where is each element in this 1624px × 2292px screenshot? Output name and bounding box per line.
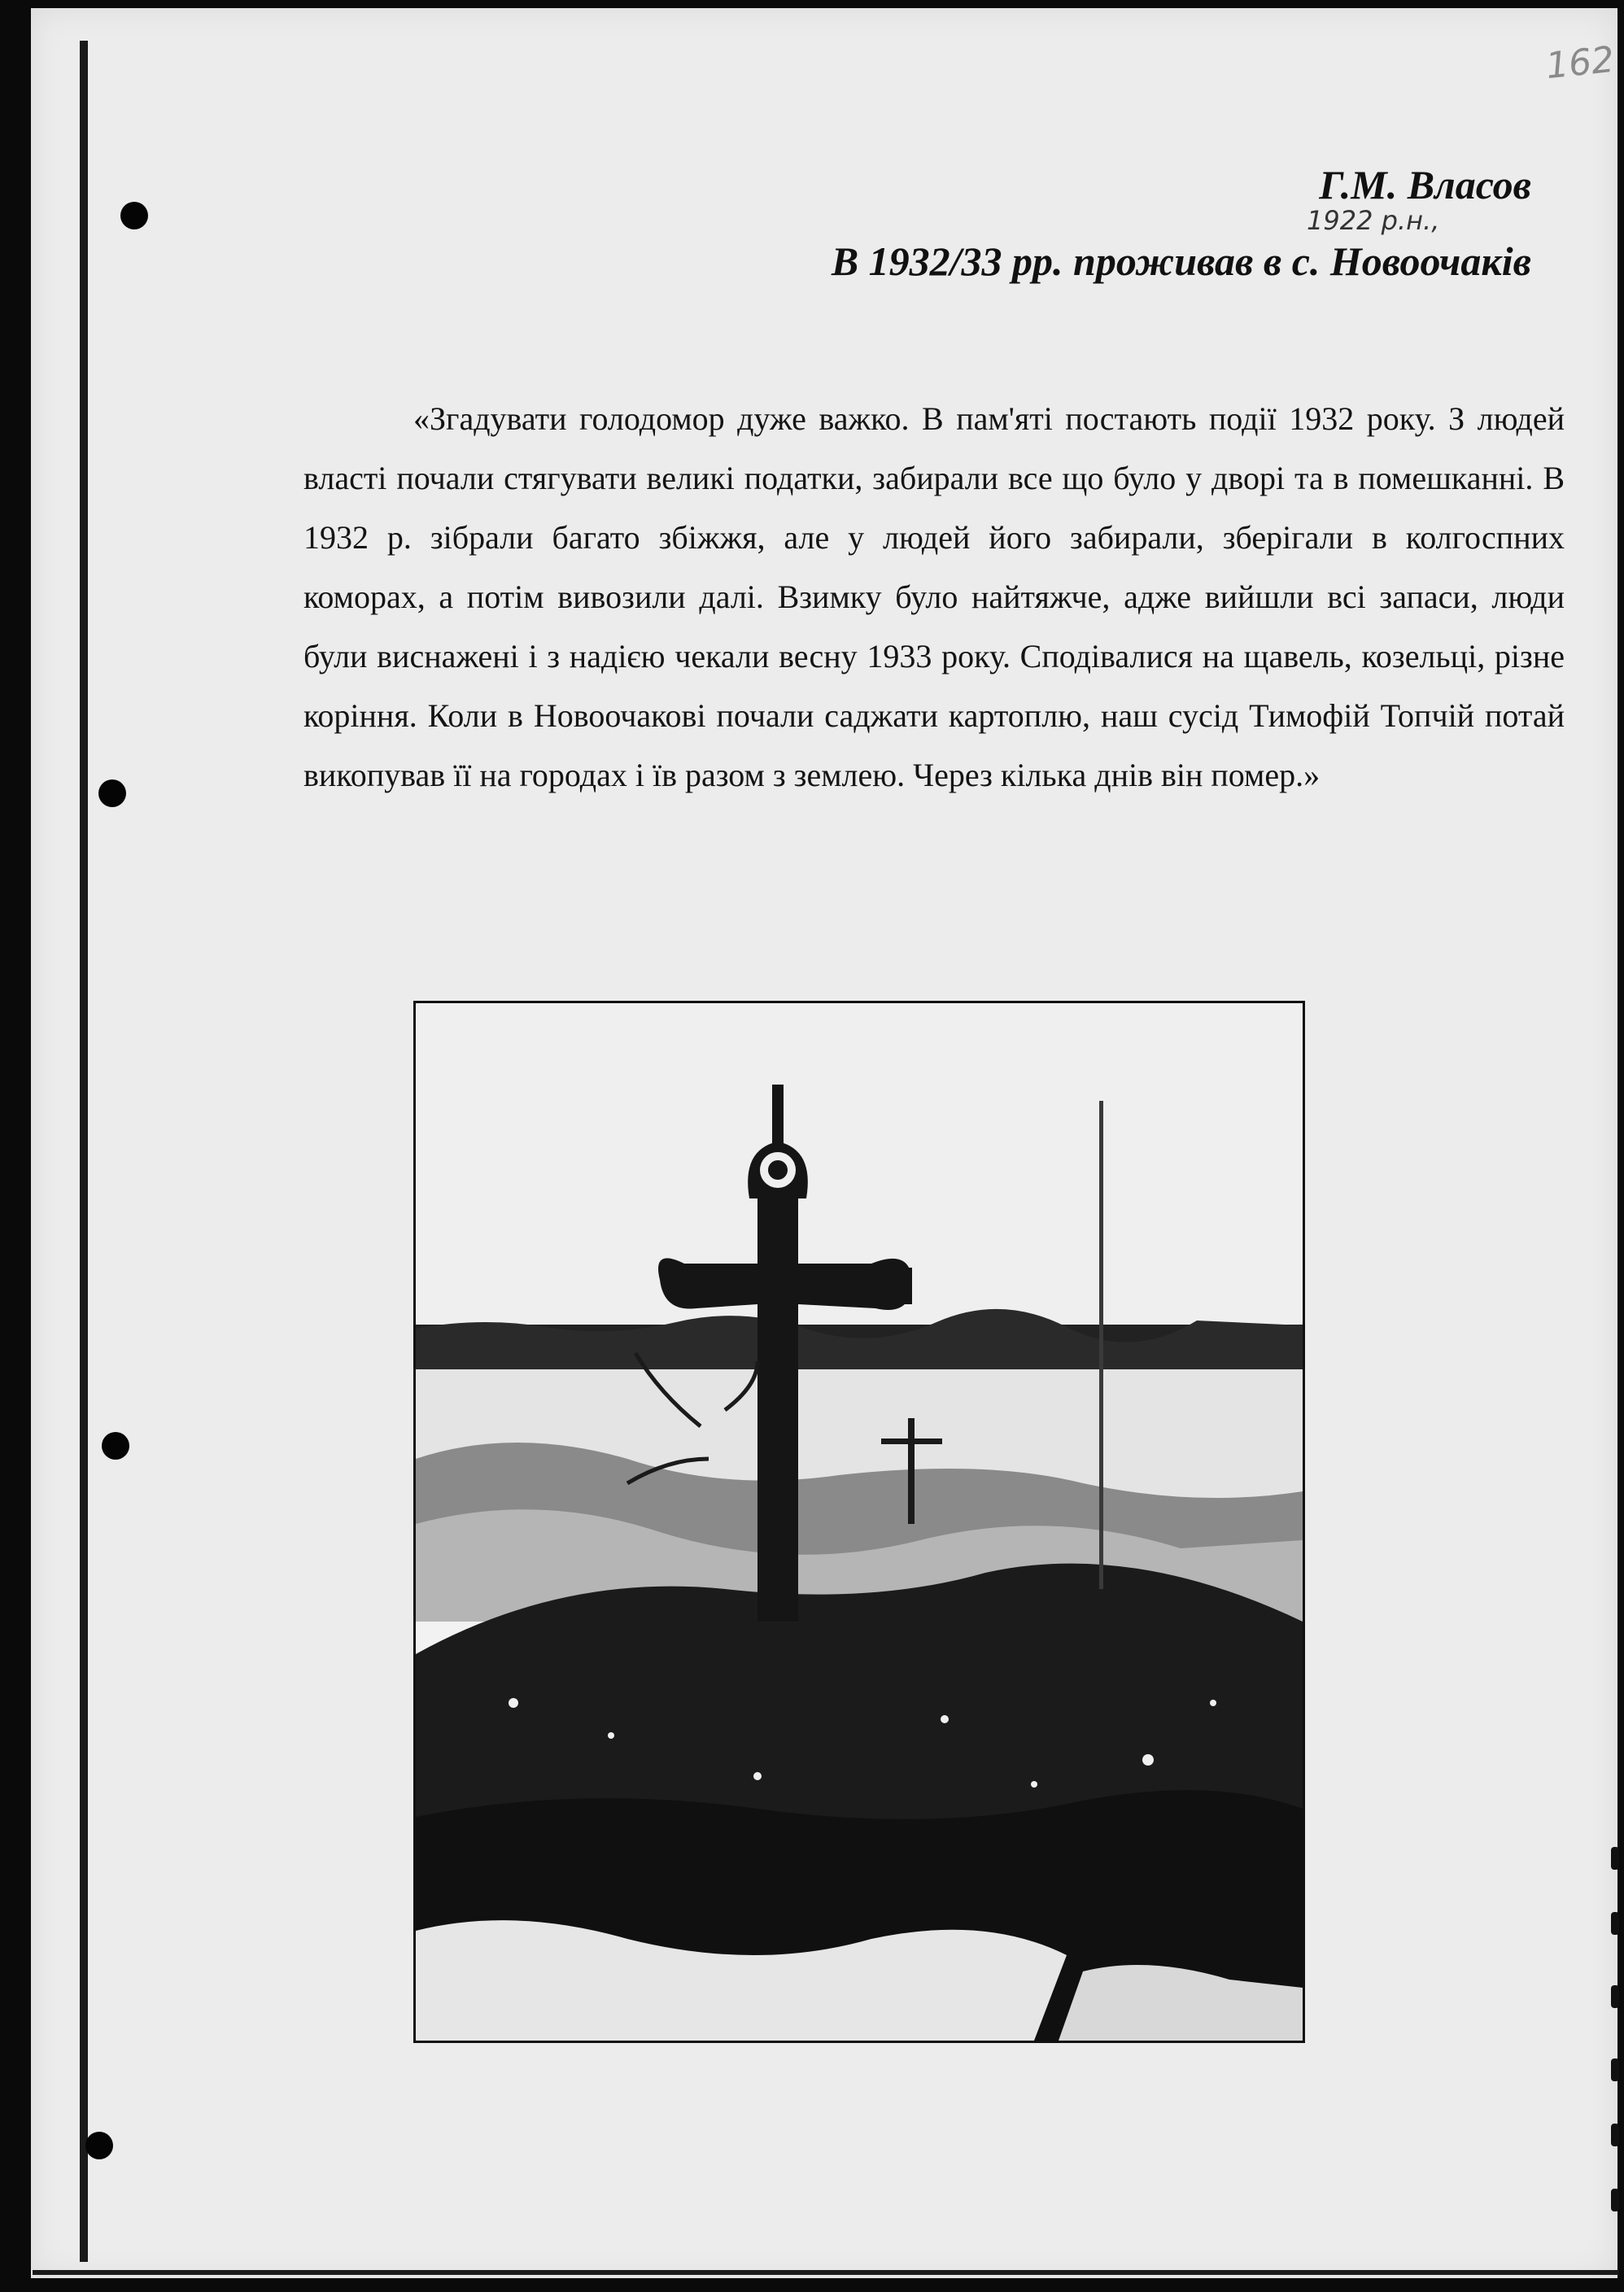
edge-binding-mark [1611,2124,1619,2146]
edge-binding-mark [1611,1847,1619,1870]
residence-line: В 1932/33 рр. проживав в с. Новоочаків [831,238,1531,284]
binding-spine-line [80,41,88,2262]
grave-cross-photo-icon [416,1003,1303,2041]
punch-hole [98,779,126,807]
birth-year-note: 1922 р.н., [1307,205,1440,236]
edge-binding-mark [1611,1912,1619,1935]
punch-hole [102,1432,129,1460]
edge-binding-mark [1611,1985,1619,2008]
punch-hole [85,2132,113,2159]
punch-hole [120,202,148,229]
edge-binding-mark [1611,2189,1619,2211]
document-page [31,8,1617,2278]
grave-cross-photo [413,1001,1305,2043]
author-name: Г.М. Власов [1319,162,1531,207]
edge-binding-mark [1611,2058,1619,2081]
page-number: 162 [1543,38,1617,88]
testimony-text: «Згадувати голодомор дуже важко. В пам'яті постають події 1932 року. З людей власті почали стягувати великі податки, забирали все що було у дворі та в помешканні. В 1932 р. зібрали багато збіжжя, але у людей його забирали, зберігали в колгоспних коморах, а потім вивозили далі. Взимку було найтяжче, адже вийшли всі запаси, люди були виснажені і з надією чекали весну 1933 року. Сподівалися на щавель, козельці, різне коріння. Коли в Новоочакові почали саджати картоплю, наш сусід Тимофій Топчій потай викопував її на городах і їв разом з землею. Через кілька днів він помер.» [303,400,1565,793]
scan-bottom-edge [33,2270,1619,2275]
